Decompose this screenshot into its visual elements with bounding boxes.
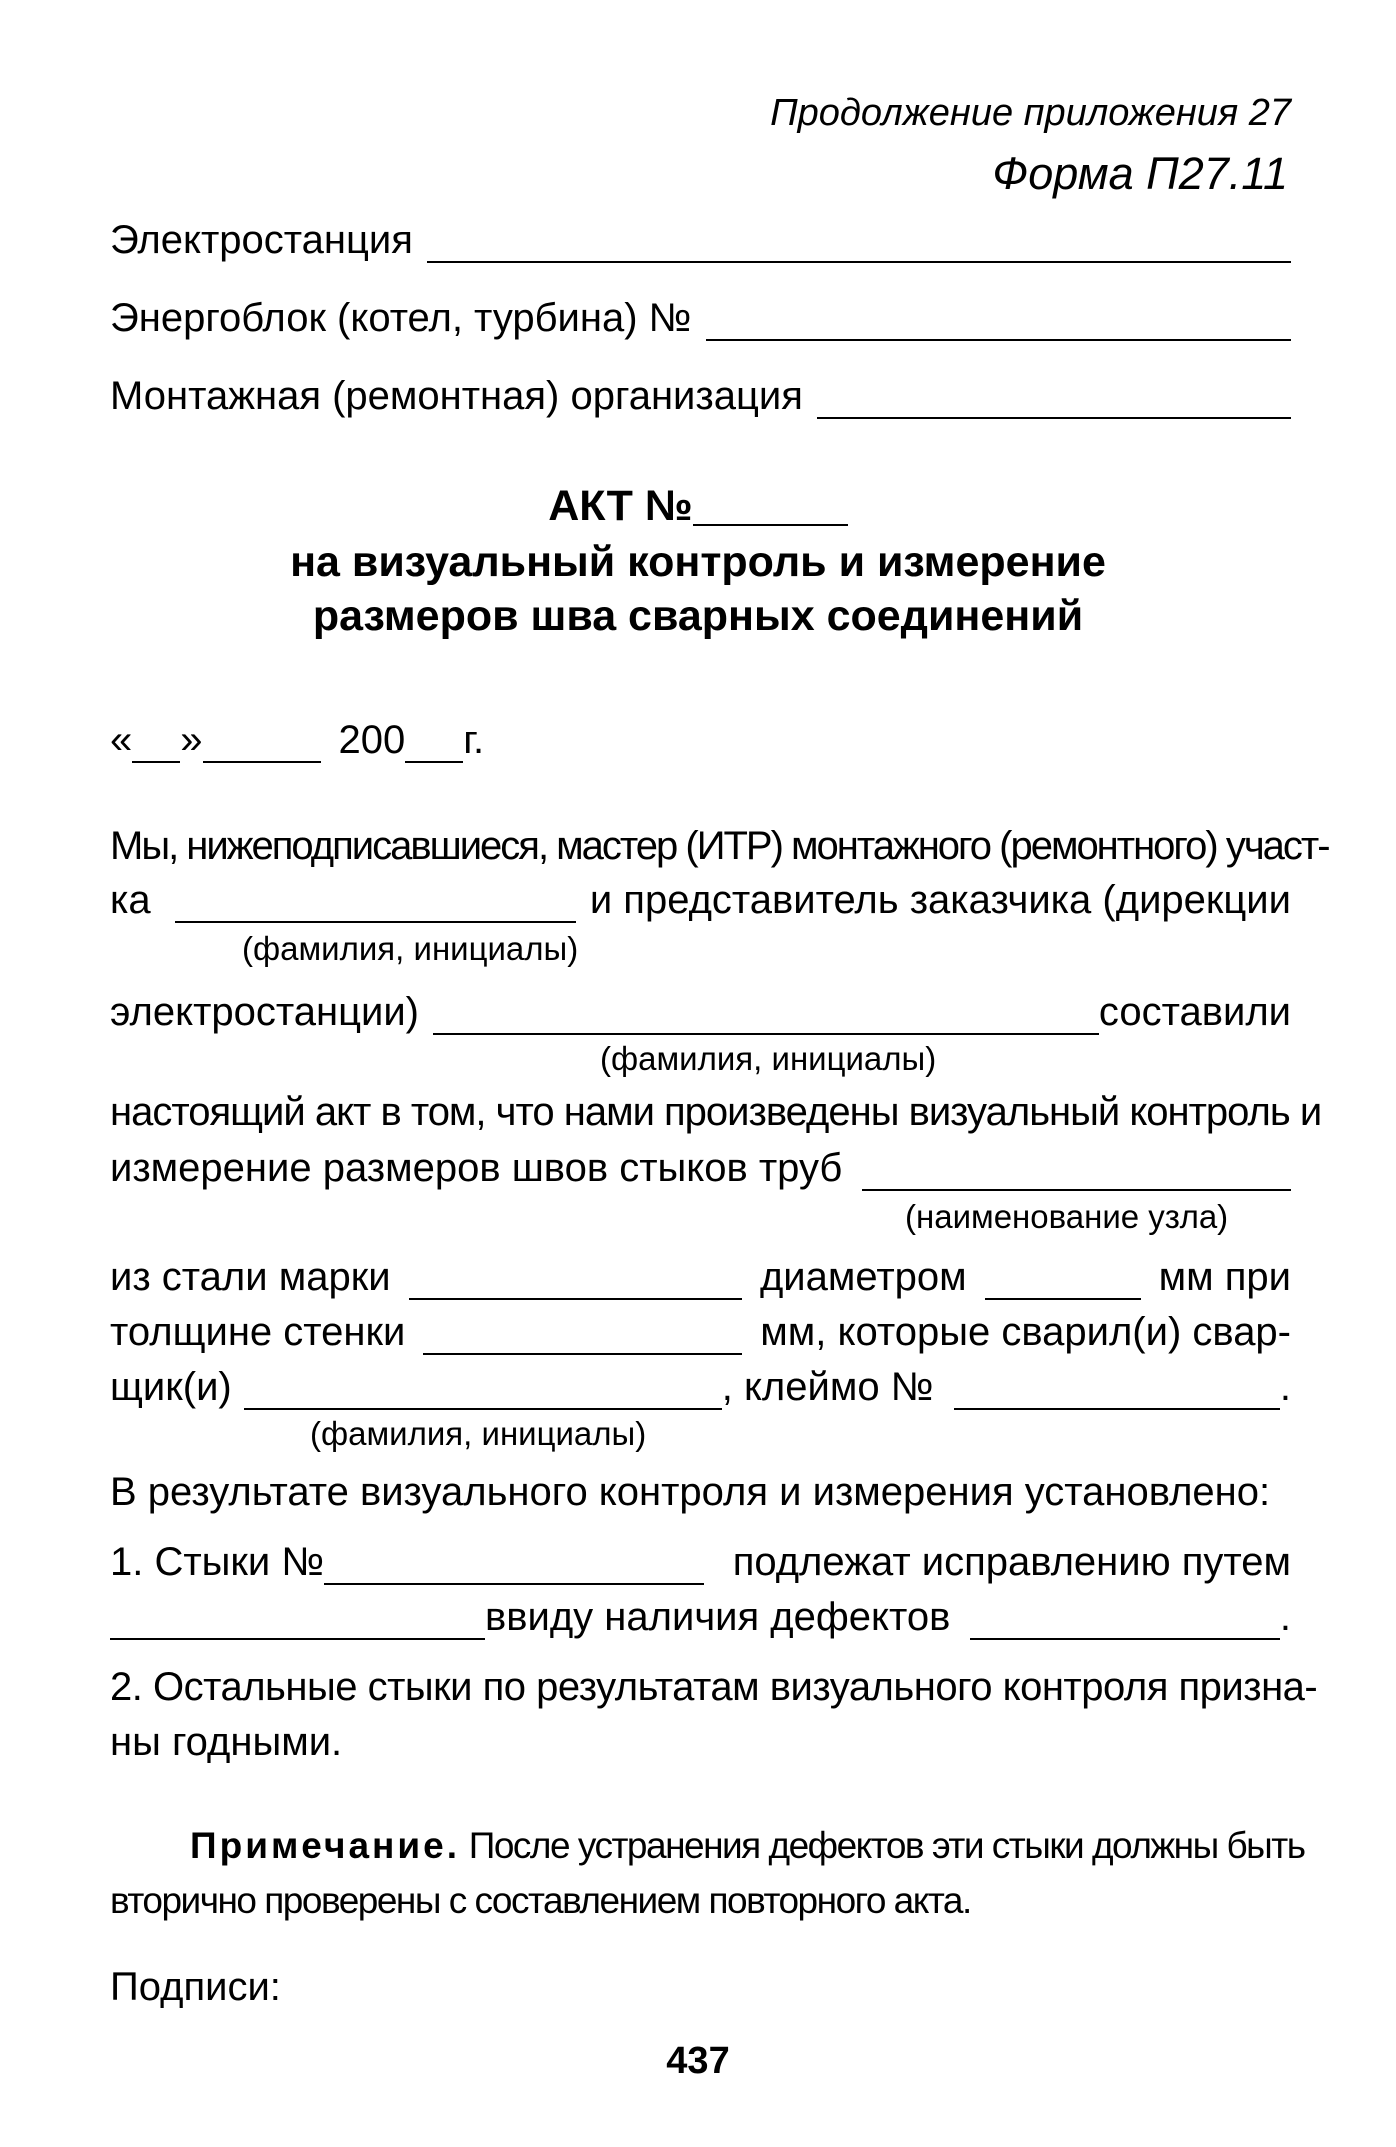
date-open-quote: « <box>110 718 133 762</box>
act-number-blank[interactable] <box>693 488 848 526</box>
caption-fio-2: (фамилия, инициалы) <box>600 1040 937 1077</box>
welded-by-label: мм, которые сварил(и) свар- <box>760 1310 1291 1354</box>
day-blank[interactable] <box>132 727 180 763</box>
page-number: 437 <box>666 2040 730 2082</box>
caption-fio-3: (фамилия, инициалы) <box>310 1415 647 1452</box>
station-field <box>110 218 1291 263</box>
date-close-quote: » <box>180 718 203 762</box>
note-line1 <box>190 1825 1304 1867</box>
customer-rep-blank[interactable] <box>433 999 1099 1035</box>
organization-field <box>110 374 1291 419</box>
month-blank[interactable] <box>203 727 321 763</box>
p1-line1: Мы, нижеподписавшиеся, мастер (ИТР) монтажного (ремонтного) участ- <box>110 824 1329 868</box>
stamp-label: , клеймо № <box>721 1365 934 1409</box>
repair-method-blank[interactable] <box>110 1604 485 1640</box>
item1-line2 <box>110 1595 1291 1640</box>
item2-line2: ны годными. <box>110 1720 343 1764</box>
year-prefix: 200 <box>338 718 406 762</box>
item1-start: 1. Стыки № <box>110 1540 325 1584</box>
p3-line1 <box>110 1255 1291 1300</box>
p1-line3 <box>110 990 1291 1035</box>
organization-label: Монтажная (ремонтная) организация <box>110 374 803 418</box>
p3-dot: . <box>1279 1365 1291 1409</box>
year-suffix: г. <box>463 718 485 762</box>
p3-line3 <box>110 1365 1291 1410</box>
date-line <box>110 718 484 763</box>
p1-line3-start: электростанции) <box>110 990 420 1034</box>
appendix-continuation: Продолжение приложения 27 <box>770 92 1291 134</box>
p1-line2-end: и представитель заказчика (дирекции <box>589 878 1291 922</box>
caption-fio-1: (фамилия, инициалы) <box>242 930 579 967</box>
p2-line2-text: измерение размеров швов стыков труб <box>110 1146 843 1190</box>
joints-number-blank[interactable] <box>324 1549 704 1585</box>
station-blank[interactable] <box>427 227 1291 263</box>
item1-line1 <box>110 1540 1291 1585</box>
act-subtitle-line2: размеров шва сварных соединений <box>312 592 1084 640</box>
act-title <box>0 482 1396 531</box>
steel-grade-label: из стали марки <box>110 1255 391 1299</box>
welders-name-blank[interactable] <box>244 1374 722 1410</box>
note-line2: вторично проверены с составлением повторного акта. <box>110 1880 971 1921</box>
item2-line1: 2. Остальные стыки по результатам визуального контроля призна- <box>110 1665 1318 1709</box>
note-text-1: После устранения дефектов эти стыки должны быть <box>468 1825 1305 1866</box>
p1-line3-end: составили <box>1098 990 1291 1034</box>
wall-thickness-blank[interactable] <box>423 1319 742 1355</box>
year-blank[interactable] <box>405 727 463 763</box>
act-subtitle-line1: на визуальный контроль и измерение <box>290 538 1106 586</box>
organization-blank[interactable] <box>817 383 1291 419</box>
signatures-label: Подписи: <box>110 1965 281 2009</box>
mm-at-label: мм при <box>1158 1255 1291 1299</box>
p2-line2 <box>110 1146 1291 1191</box>
item1-defects-label: ввиду наличия дефектов <box>485 1595 951 1639</box>
steel-grade-blank[interactable] <box>409 1264 742 1300</box>
unit-blank[interactable] <box>706 305 1291 341</box>
wall-thickness-label: толщине стенки <box>110 1310 406 1354</box>
p1-line2-start: ка <box>110 878 151 922</box>
diameter-label: диаметром <box>759 1255 967 1299</box>
note-label: Примечание. <box>190 1825 460 1866</box>
result-intro: В результате визуального контроля и измерения установлено: <box>110 1470 1271 1514</box>
item1-end: подлежат исправлению путем <box>732 1540 1291 1584</box>
unit-field <box>110 296 1291 341</box>
p1-line2 <box>110 878 1291 923</box>
act-number-label: АКТ № <box>548 482 693 530</box>
p3-line2 <box>110 1310 1291 1355</box>
p2-line1: настоящий акт в том, что нами произведены визуальный контроль и <box>110 1090 1322 1134</box>
diameter-blank[interactable] <box>985 1264 1141 1300</box>
welders-label: щик(и) <box>110 1365 232 1409</box>
station-label: Электростанция <box>110 218 413 262</box>
defects-blank[interactable] <box>970 1604 1280 1640</box>
caption-node: (наименование узла) <box>905 1198 1229 1235</box>
master-name-blank[interactable] <box>175 887 576 923</box>
stamp-number-blank[interactable] <box>954 1374 1280 1410</box>
item1-dot: . <box>1279 1595 1291 1639</box>
unit-label: Энергоблок (котел, турбина) № <box>110 296 692 340</box>
form-number: Форма П27.11 <box>992 148 1288 199</box>
node-name-blank[interactable] <box>862 1155 1291 1191</box>
